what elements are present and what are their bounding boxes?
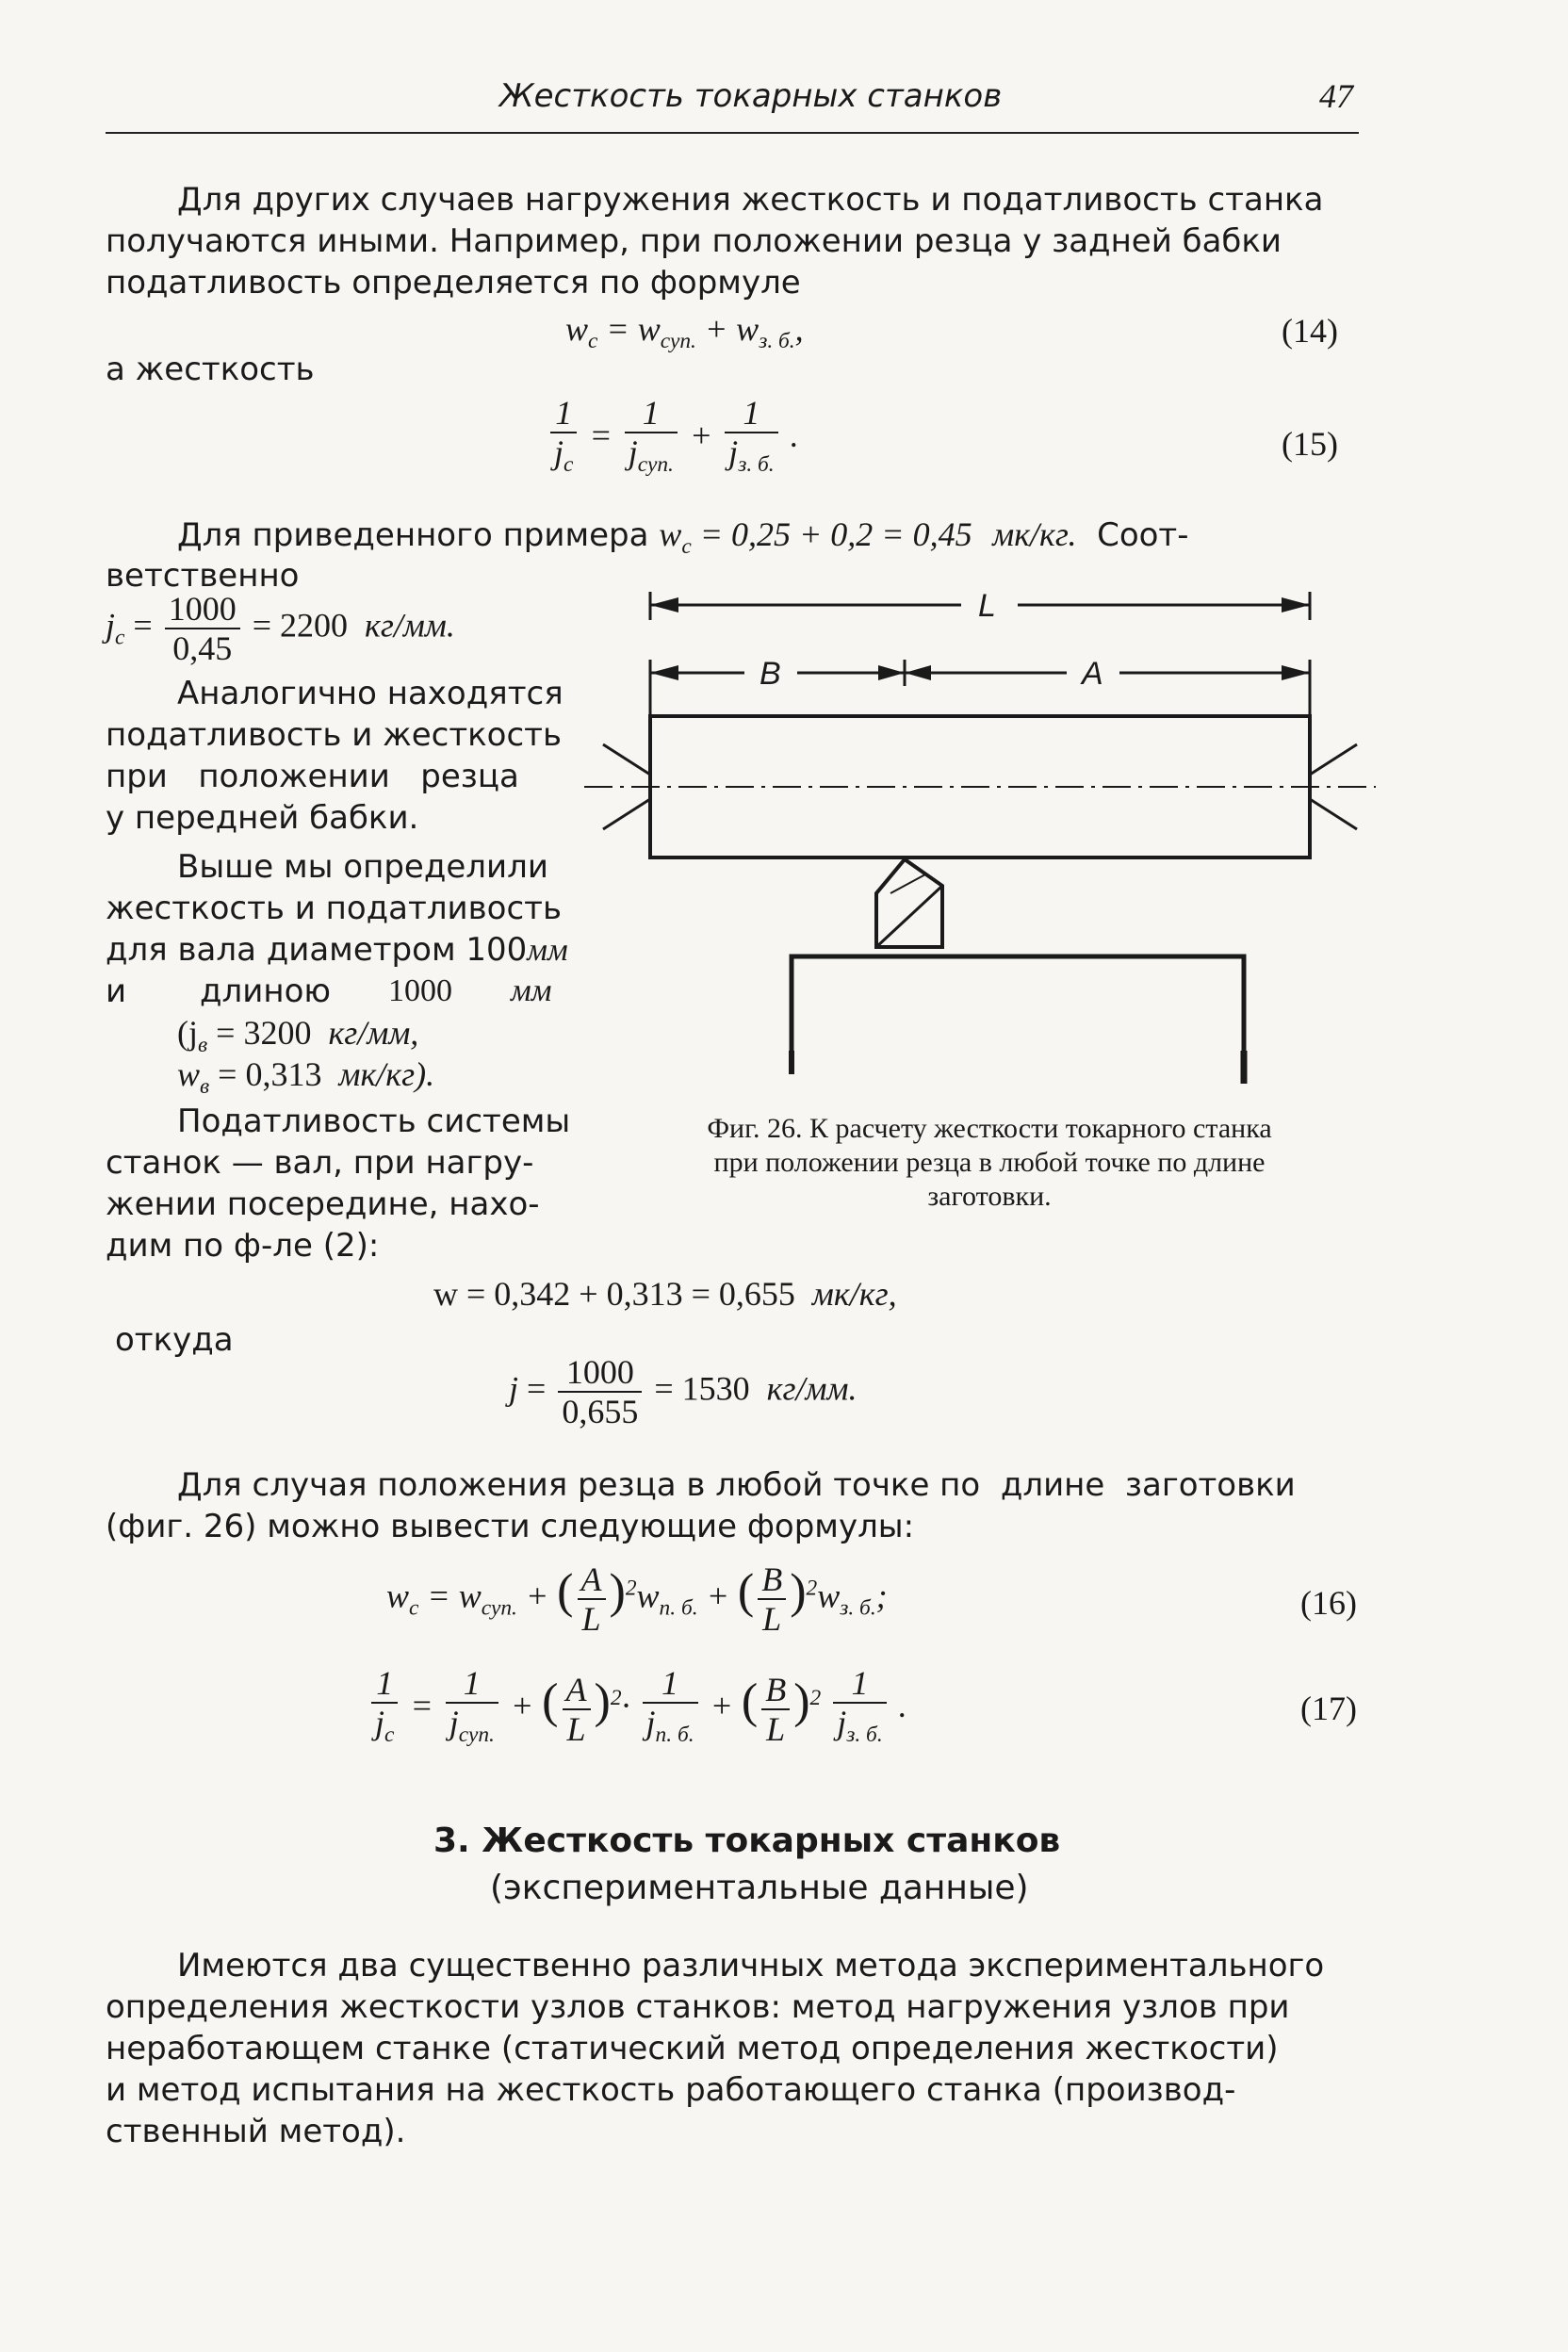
para2-line1: Для приведенного примера $w_с = 0,25 + 0,2 = 0,45$ мк/кг. Соот- (177, 515, 1189, 560)
para1-line3: податливость определяется по формуле (106, 264, 801, 302)
equation-17-number: (17) (1300, 1690, 1357, 1727)
jc-formula: $j_с$ = $\frac{1000}{0,45}$ = 2200 кг/мм. (106, 590, 455, 667)
para2-line2: ветственно (106, 557, 300, 595)
para4-line3: неработающем станке (статический метод определения жесткости) (106, 2030, 1279, 2067)
left-p3-line4: дим по ф-ле (2): (106, 1227, 380, 1265)
para1-line2: получаются иными. Например, при положении резца у задней бабки (106, 222, 1282, 260)
tool-support (792, 956, 1244, 1084)
section-subtitle: (экспериментальные данные) (490, 1869, 1029, 1907)
equation-16-number: (16) (1300, 1584, 1357, 1622)
left-p2-line3: для вала диаметром 100мм (106, 931, 568, 969)
para1-line1: Для других случаев нагружения жесткость и податливость станка (177, 181, 1324, 219)
left-p2-line4: и длиною 1000 мм (106, 972, 552, 1010)
left-p2-line2: жесткость и податливость (106, 890, 563, 927)
label-a-zhestkost: а жесткость (106, 351, 315, 388)
equation-j: j = $\frac{1000}{0,655}$ = 1530 кг/мм. (509, 1353, 858, 1430)
left-p1-line1: Аналогично находятся (177, 675, 564, 712)
para4-line5: ственный метод). (106, 2113, 406, 2150)
left-p1-line4: у передней бабки. (106, 799, 419, 837)
para4-line4: и метод испытания на жесткость работающего станка (производ- (106, 2071, 1236, 2109)
section-title: 3. Жесткость токарных станков (433, 1821, 1061, 1860)
figure-26-caption: Фиг. 26. К расчету жесткости токарного станка при положении резца в любой точке по длине заготовки. (707, 1113, 1272, 1212)
label-otkuda: откуда (115, 1321, 234, 1359)
page-number: 47 (1319, 77, 1353, 115)
left-p1-line2: податливость и жесткость (106, 716, 563, 754)
left-p2-line1: Выше мы определили (177, 848, 548, 886)
para3-line1: Для случая положения резца в любой точке по длине заготовки (177, 1466, 1296, 1504)
left-p3-line2: станок — вал, при нагру- (106, 1144, 534, 1182)
running-title: Жесткость токарных станков (499, 77, 1003, 115)
equation-14: $w_с = w_{суп.} + w_{з. б.}$, (565, 310, 804, 354)
cutting-tool (876, 859, 942, 947)
equation-w-total-text: w = 0,342 + 0,313 = 0,655 мк/кг, (433, 1275, 897, 1313)
left-p3-line1: Податливость системы (177, 1102, 571, 1140)
equation-15-number: (15) (1282, 425, 1338, 463)
left-p2-wv: $w_в = 0,313$ мк/кг). (177, 1055, 435, 1100)
para4-line1: Имеются два существенно различных метода экспериментального (177, 1947, 1325, 1984)
figure-label-B: В (760, 656, 781, 692)
left-p2-jv: ($j_в = 3200$ кг/мм, (177, 1014, 419, 1058)
equation-14-number: (14) (1282, 312, 1338, 350)
equation-17: $\frac{1}{j_с}$ = $\frac{1}{j_{суп.}}$ + ( $\frac{A}{L}$ )$^2$· $\frac{1}{j_{п. б.}}$ + ( $\frac{B}{L}$ )$^2$ $\frac{1}{j_{з. б.}}$ . (368, 1664, 907, 1754)
left-p3-line3: жении посередине, нахо- (106, 1185, 540, 1223)
left-p1-line3: при положении резца (106, 758, 519, 795)
figure-label-A: А (1082, 656, 1103, 692)
header-rule (106, 132, 1359, 134)
para3-line2: (фиг. 26) можно вывести следующие формулы: (106, 1508, 915, 1545)
figure-26-diagram (584, 575, 1376, 1102)
equation-16: $w_с = w_{суп.}$ + ( $\frac{A}{L}$ )$^2w_{п. б.}$ + ( $\frac{B}{L}$ )$^2w_{з. б.}$; (386, 1560, 888, 1638)
para4-line2: определения жесткости узлов станков: метод нагружения узлов при (106, 1988, 1290, 2026)
equation-15: $\frac{1}{j_с}$ = $\frac{1}{j_{суп.}}$ + $\frac{1}{j_{з. б.}}$ . (547, 394, 799, 483)
figure-label-L: L (978, 588, 996, 624)
